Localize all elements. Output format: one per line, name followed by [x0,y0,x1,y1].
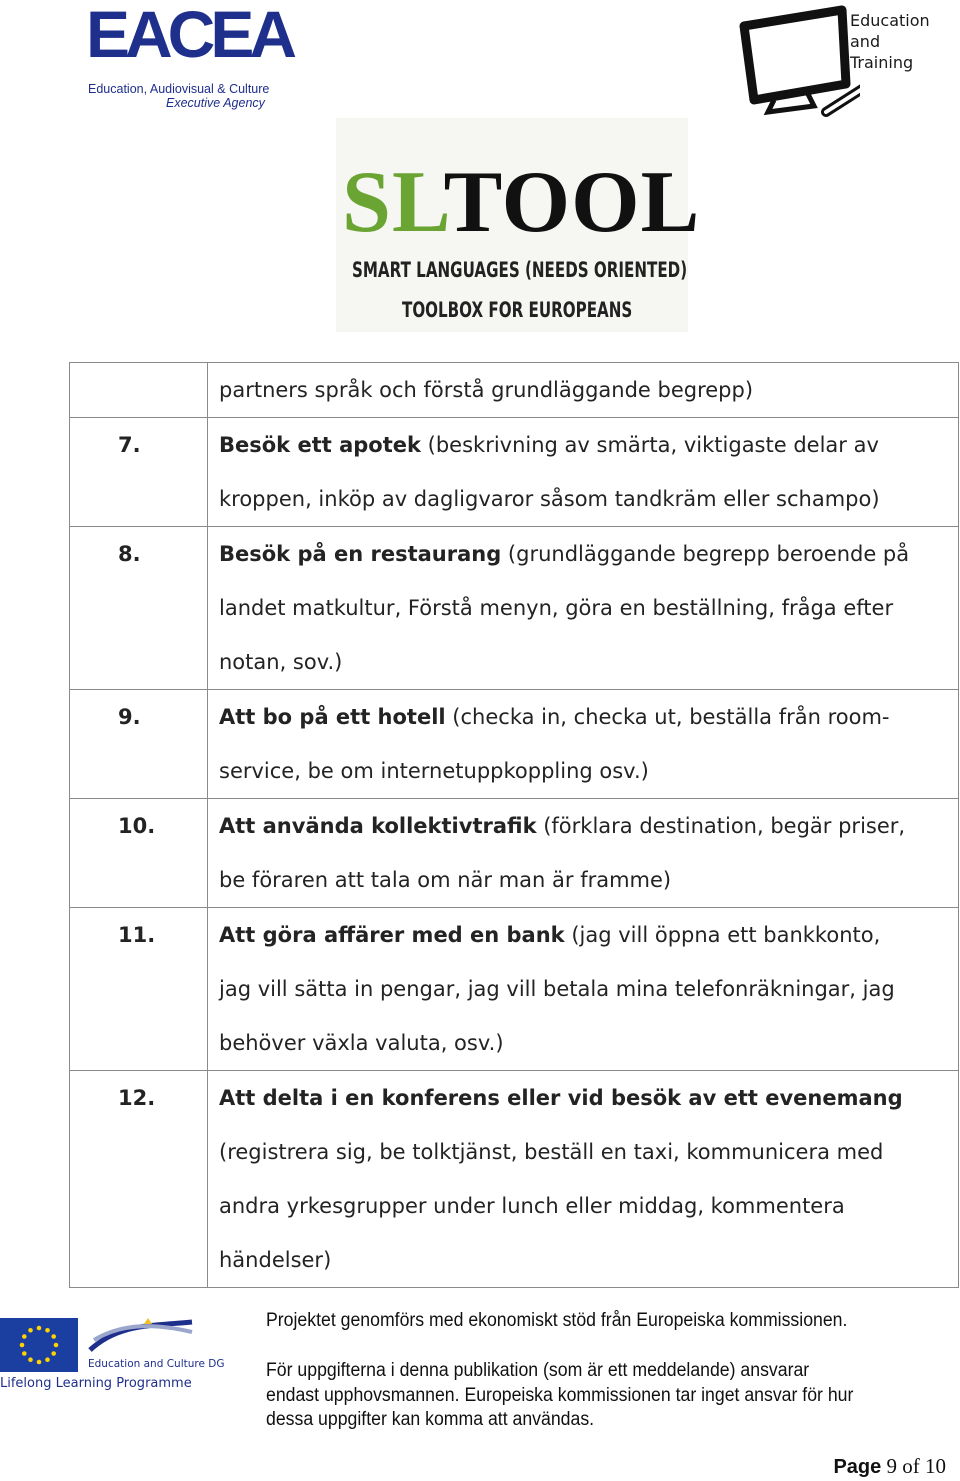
item-text-line [219,472,950,526]
eu-star-icon [22,1351,27,1356]
item-text-line [219,581,950,635]
monitor-pencil-icon [730,0,860,118]
item-description: andra yrkesgrupper under lunch eller middag, kommentera [219,1194,845,1218]
item-text-line [219,418,950,472]
item-description: behöver växla valuta, osv.) [219,1031,504,1055]
item-description: be föraren att tala om när man är framme) [219,868,672,892]
item-description: (grundläggande begrepp beroende på [501,542,910,566]
item-text-line [219,1179,950,1233]
item-title: Besök ett apotek [219,433,421,457]
table-row [70,1071,959,1288]
eu-star-icon [51,1334,56,1339]
item-description: service, be om internetuppkoppling osv.) [219,759,649,783]
funding-notice: Projektet genomförs med ekonomiskt stöd från Europeiska kommissionen. [266,1310,848,1331]
item-text-line [219,962,950,1016]
item-number-cell: 8. [70,527,208,690]
table-row [70,908,959,1071]
eu-star-icon [54,1343,59,1348]
item-text-cell [208,527,959,690]
eu-star-icon [28,1357,33,1362]
item-text-cell [208,690,959,799]
item-text-line [219,1233,950,1287]
item-title: Att delta i en konferens eller vid besök av ett evenemang [219,1086,903,1110]
education-culture-dg-logo [88,1318,225,1378]
item-number-cell: 12. [70,1071,208,1288]
eu-star-icon [37,1326,42,1331]
table-row [70,799,959,908]
item-text-cell [208,363,959,418]
eu-star-icon [37,1360,42,1365]
eu-star-icon [51,1351,56,1356]
lifelong-learning-programme-label: Lifelong Learning Programme [0,1376,192,1391]
item-text-line [219,1016,950,1070]
item-text-line [219,1071,950,1125]
item-text-line [219,853,950,907]
table-row [70,527,959,690]
item-description: (checka in, checka ut, beställa från room- [445,705,890,729]
eacea-logo-subtitle: Education, Audiovisual & Culture [88,82,270,96]
table-row [70,418,959,527]
item-text-cell [208,799,959,908]
eacea-logo [84,0,293,116]
item-description: (jag vill öppna ett bankkonto, [564,923,881,947]
item-text-cell [208,908,959,1071]
sltool-logo [336,118,701,332]
topics-table [69,362,959,1288]
item-title: Att göra affärer med en bank [219,923,565,947]
item-number-cell: 9. [70,690,208,799]
item-description: (registrera sig, be tolktjänst, beställ en taxi, kommunicera med [219,1140,884,1164]
item-title: Att bo på ett hotell [219,705,446,729]
item-description: jag vill sätta in pengar, jag vill betala mina telefonräkningar, jag [219,977,895,1001]
eu-stars-icon [0,1318,78,1372]
eu-star-icon [45,1328,50,1333]
item-text-line [219,527,950,581]
item-number-cell: 11. [70,908,208,1071]
sltool-tagline-1: SMART LANGUAGES (NEEDS ORIENTED) [352,258,688,282]
item-text-cell [208,1071,959,1288]
item-description: kroppen, inköp av dagligvaror såsom tandkräm eller schampo) [219,487,880,511]
item-number-cell: 7. [70,418,208,527]
item-text-line [219,635,950,689]
table-row [70,690,959,799]
item-text-cell [208,418,959,527]
item-text-line [219,799,950,853]
item-title: Besök på en restaurang [219,542,502,566]
item-number-cell [70,363,208,418]
page-number: Page 9 of 10 [833,1454,946,1478]
item-text-line: partners språk och förstå grundläggande begrepp) [219,378,754,402]
item-description: (beskrivning av smärta, viktigaste delar av [420,433,879,457]
wave-icon [88,1318,198,1356]
item-title: Att använda kollektivtrafik [219,814,537,838]
eu-star-icon [20,1343,25,1348]
item-text-line [219,1125,950,1179]
item-text-line [219,744,950,798]
item-text-line [219,690,950,744]
sltool-tagline-2: TOOLBOX FOR EUROPEANS [402,298,633,322]
table-row [70,363,959,418]
eu-star-icon [22,1334,27,1339]
education-and-training-text: Education and Training [850,11,930,72]
eu-star-icon [45,1357,50,1362]
eu-flag-icon [0,1318,78,1372]
hammer-icon: T [443,154,502,251]
item-number-cell: 10. [70,799,208,908]
disclaimer-text: För uppgifterna i denna publikation (som är ett meddelande) ansvarar endast upphovsmannen. Europeiska kommissionen tar inget ansvar för hur dessa uppgifter kan komma att användas. [266,1360,854,1430]
eu-star-icon [28,1328,33,1333]
item-description: (förklara destination, begär priser, [536,814,906,838]
sltool-logo-wordmark: SLTOOL [342,154,701,251]
eacea-logo-agency: Executive Agency [166,96,265,110]
item-description: händelser) [219,1248,332,1272]
item-text-line [219,908,950,962]
item-description: landet matkultur, Förstå menyn, göra en beställning, fråga efter [219,596,894,620]
education-and-training-logo [730,0,948,118]
education-culture-dg-label: Education and Culture DG [88,1358,225,1370]
item-description: notan, sov.) [219,650,343,674]
eacea-logo-text: EACEA [86,0,293,71]
